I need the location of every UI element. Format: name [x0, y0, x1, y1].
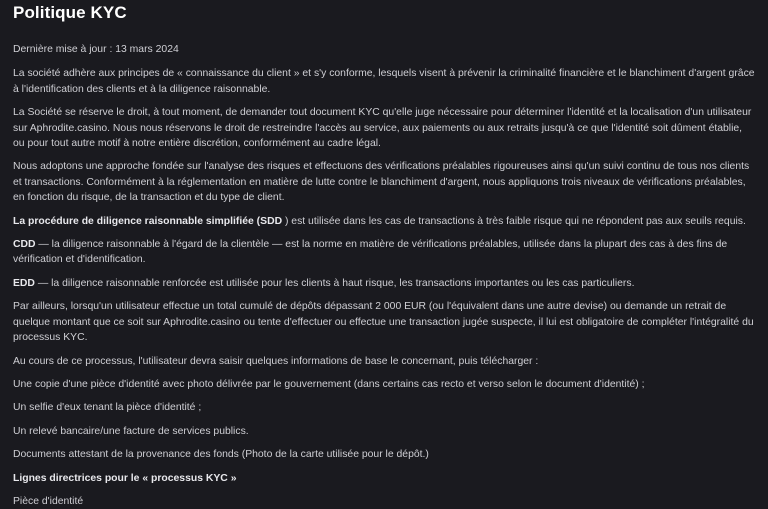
- id-document-heading: Pièce d'identité: [13, 495, 84, 507]
- list-item-bank-statement: Un relevé bancaire/une facture de services publics.: [13, 425, 249, 437]
- guidelines-heading: Lignes directrices pour le « processus KYC »: [13, 472, 237, 484]
- edd-description: — la diligence raisonnable renforcée est utilisée pour les clients à haut risque, les transactions importantes ou les cas particuliers.: [34, 277, 635, 289]
- list-item-source-of-funds: Documents attestant de la provenance des fonds (Photo de la carte utilisée pour le dépôt.): [13, 449, 429, 461]
- last-updated-text: Dernière mise à jour : 13 mars 2024: [13, 44, 179, 55]
- cdd-description: — la diligence raisonnable à l'égard de la clientèle — est la norme en matière de vérifications préalables, utilisée dans la plupart des cas à des fins de vérification et d'identification.: [13, 239, 728, 266]
- paragraph-documents-right: La Société se réserve le droit, à tout moment, de demander tout document KYC qu'elle juge nécessaire pour déterminer l'identité et la localisation d'un utilisateur sur Aphrodite.casino. Nous nous réservons le droit de restreindre l'accès au service, aux paiements ou aux retraits jusqu'à ce que l'identité soit dûment établie, ou pour tout autre motif à notre entière discrétion, conformément au cadre légal.: [13, 107, 752, 150]
- paragraph-cdd: [13, 237, 756, 268]
- sdd-term: La procédure de diligence raisonnable simplifiée (SDD: [13, 215, 283, 227]
- sdd-description: ) est utilisée dans les cas de transactions à très faible risque qui ne répondent pas aux seuils requis.: [282, 215, 746, 227]
- cdd-term: CDD: [13, 239, 36, 251]
- paragraph-process: Au cours de ce processus, l'utilisateur devra saisir quelques informations de base le concernant, puis télécharger :: [13, 355, 539, 367]
- paragraph-edd: [13, 276, 756, 291]
- paragraph-sdd: [13, 214, 756, 229]
- list-item-id-copy: Une copie d'une pièce d'identité avec photo délivrée par le gouvernement (dans certains cas recto et verso selon le document d'identité) ;: [13, 378, 645, 390]
- paragraph-threshold: Par ailleurs, lorsqu'un utilisateur effectue un total cumulé de dépôts dépassant 2 000 EUR (ou l'équivalent dans une autre devise) ou demande un retrait de quelque montant que ce soit sur Aphrodite.casino ou tente d'effectuer ou effectue une transaction jugée suspecte, il lui est obligatoire de compléter l'intégralité du processus KYC.: [13, 301, 754, 344]
- page-title: Politique KYC: [13, 3, 127, 22]
- edd-term: EDD: [13, 277, 35, 289]
- paragraph-risk-approach: Nous adoptons une approche fondée sur l'analyse des risques et effectuons des vérifications préalables rigoureuses ainsi qu'un suivi continu de tous nos clients et transactions. Conformément à la réglementation en matière de lutte contre le blanchiment d'argent, nous appliquons trois niveaux de vérifications préalables, en fonction du risque, de la transaction et du type de client.: [13, 161, 750, 204]
- list-item-selfie: Un selfie d'eux tenant la pièce d'identité ;: [13, 402, 202, 414]
- paragraph-intro: La société adhère aux principes de « connaissance du client » et s'y conforme, lesquels visent à prévenir la criminalité financière et le blanchiment d'argent grâce à l'identification des clients et à la diligence raisonnable.: [13, 68, 755, 95]
